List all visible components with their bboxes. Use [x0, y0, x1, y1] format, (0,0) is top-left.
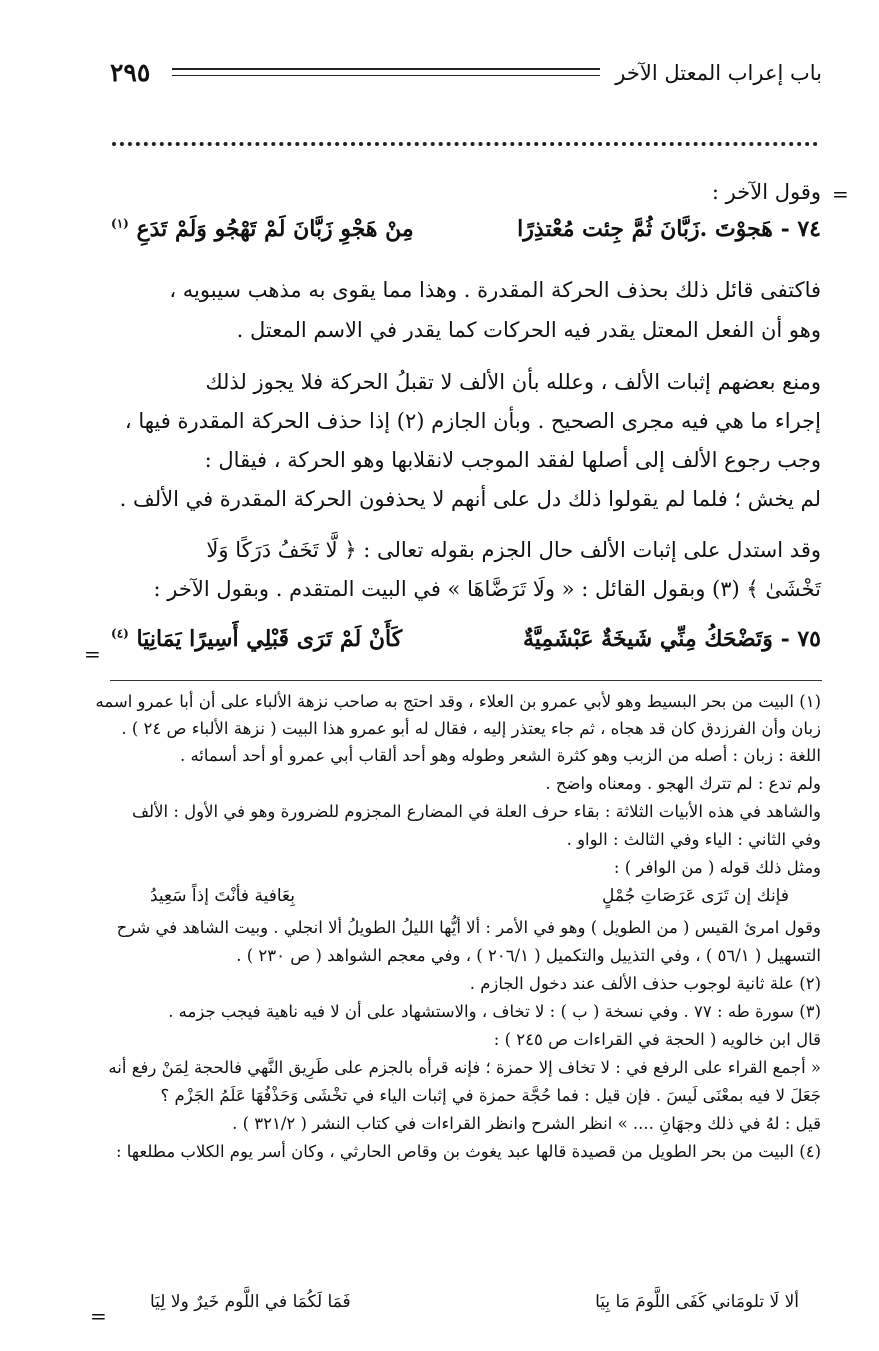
paragraph-line: وقد استدل على إثبات الألف حال الجزم بقوله تعالى : ﴿ لَّا تَخَفُ دَرَكًا وَلَا	[206, 538, 821, 562]
footnote-verse-first-half: ألا لَا تلومَاني كَفَى اللَّومَ مَا بِيَا	[595, 1292, 799, 1312]
footnote-ref: (٤)	[111, 626, 129, 641]
paragraph-line: إجراء ما هي فيه مجرى الصحيح . وبأن الجازم (٢) إذا حذف الحركة المقدرة فيها ،	[124, 409, 821, 433]
paragraph-line: وجب رجوع الألف إلى أصلها لفقد الموجب لانقلابها وهو الحركة ، فيقال :	[204, 448, 821, 472]
footnote-line: (٣) سورة طه : ٧٧ . وفي نسخة ( ب ) : لا تخاف ، والاستشهاد على أن لا فيه ناهية فيجب جزمه .	[168, 1002, 821, 1021]
paragraph-line: ومنع بعضهم إثبات الألف ، وعلله بأن الألف لا تقبلُ الحركة فلا يجوز لذلك	[205, 370, 821, 394]
continuation-mark: =	[90, 1304, 107, 1328]
verse-second-half	[111, 626, 402, 652]
footnote-line: والشاهد في هذه الأبيات الثلاثة : بقاء حرف العلة في المضارع المجزوم للضرورة وهو في الأول : الألف	[131, 802, 821, 821]
hemistich-1: وَتَضْحَكُ مِنِّي شَيخَةٌ عَبْشَمِيَّةٌ	[522, 626, 773, 652]
hemistich-2: كَأَنْ لَمْ تَرَى قَبْلِي أَسِيرًا يَمَانِيَا	[136, 626, 403, 652]
verse-second-half	[111, 216, 414, 242]
footnote-line: ولم تدع : لم تترك الهجو . ومعناه واضح .	[545, 774, 821, 793]
footnote-verse-first-half: فإنك إن تَرَى عَرَصَاتِ جُمْلٍ	[602, 886, 789, 906]
intro-label: وقول الآخر :	[711, 180, 821, 204]
page-header	[110, 56, 822, 90]
verse-74	[111, 216, 821, 250]
verse-75	[111, 626, 821, 660]
paragraph-line: فاكتفى قائل ذلك بحذف الحركة المقدرة . وهذا مما يقوى به مذهب سيبويه ،	[169, 278, 821, 302]
chapter-title: باب إعراب المعتل الآخر	[615, 61, 822, 85]
footnote-verse-second-half: فَمَا لَكُمَا في اللَّوم خَيرٌ ولا لِيَا	[150, 1292, 351, 1312]
footnote-line: (١) البيت من بحر البسيط وهو لأبي عمرو بن العلاء ، وقد احتج به صاحب نزهة الألباء على أن أبا عمرو اسمه	[95, 692, 821, 711]
footnote-line: اللغة : زبان : أصله من الزبب وهو كثرة الشعر وطوله وهو أحد ألقاب أبي عمرو أو أحد أسمائه .	[179, 746, 821, 765]
header-rule	[172, 68, 600, 70]
hemistich-2: مِنْ هَجْوِ زَبَّانَ لَمْ تَهْجُو وَلَمْ تَدَعِ	[136, 216, 414, 242]
continuation-mark: =	[832, 182, 849, 206]
footnote-line: قال ابن خالويه ( الحجة في القراءات ص ٢٤٥ ) :	[493, 1030, 821, 1049]
paragraph-line: لم يخش ؛ فلما لم يقولوا ذلك دل على أنهم لا يحذفون الحركة المقدرة في الألف .	[119, 487, 821, 511]
footnote-separator	[110, 680, 822, 681]
footnote-ref: (١)	[111, 216, 129, 231]
footnote-line: ومثل ذلك قوله ( من الوافر ) :	[613, 858, 821, 877]
footnote-verse-second-half: بِعَافية فأنْتَ إذاً سَعِيدُ	[150, 886, 295, 906]
verse-first-half	[517, 216, 821, 242]
hemistich-1: هَجوْتَ .زَبَّانَ ثُمَّ جِئت مُعْتذِرًا	[517, 216, 773, 242]
footnote-line: قيل : لهُ في ذلك وجهَانِ .... » انظر الشرح وانظر القراءات في كتاب النشر ( ٣٢١/٢ ) .	[232, 1114, 821, 1133]
verse-number: ٧٤ -	[780, 216, 821, 242]
dotted-separator	[112, 132, 818, 146]
verse-first-half	[523, 626, 821, 652]
footnote-line: جَعَلَ لا فيه بمعْنَى لَيسَ . فإن قيل : فما حُجَّة حمزة في إثبات الياء في تخْشَى وَحَذْفُهَا عَلَمُ الجَزْم ؟	[160, 1086, 821, 1105]
page-number: ٢٩٥	[110, 58, 151, 87]
verse-number: ٧٥ -	[780, 626, 821, 652]
paragraph-line: تَخْشَىٰ ﴾ (٣) وبقول القائل : « ولَا تَرَضَّاهَا » في البيت المتقدم . وبقول الآخر :	[153, 577, 821, 601]
footnote-line: (٤) البيت من بحر الطويل من قصيدة قالها عبد يغوث بن وقاص الحارثي ، وكان أسر يوم الكلاب مطلعها :	[115, 1142, 821, 1161]
header-rule-thin	[172, 75, 600, 76]
main-text	[111, 176, 821, 676]
footnote-line: وقول امرئ القيس ( من الطويل ) وهو في الأمر : ألا أيُّها الليلُ الطويلُ ألا انجلي . وبيت الشاهد في شرح	[116, 918, 821, 937]
footnote-line: (٢) علة ثانية لوجوب حذف الألف عند دخول الجازم .	[469, 974, 821, 993]
footnote-line: « أجمع القراء على الرفع في : لا تخاف إلا حمزة ؛ فإنه قرأه بالجزم على طَرِيق النَّهي فالحجة لِمَنْ رفع أنه	[108, 1058, 821, 1077]
footnote-line: وفي الثاني : الياء وفي الثالث : الواو .	[566, 830, 821, 849]
continuation-mark: =	[84, 642, 101, 666]
paragraph-line: وهو أن الفعل المعتل يقدر فيه الحركات كما يقدر في الاسم المعتل .	[236, 318, 821, 342]
footnote-line: التسهيل ( ٥٦/١ ) ، وفي التذييل والتكميل ( ٢٠٦/١ ) ، وفي معجم الشواهد ( ص ٢٣٠ ) .	[236, 946, 821, 965]
footnote-line: زبان وأن الفرزدق كان قد هجاه ، ثم جاء يعتذر إليه ، فقال له أبو عمرو هذا البيت ( نزهة الألباء ص ٢٤ ) .	[121, 719, 821, 738]
